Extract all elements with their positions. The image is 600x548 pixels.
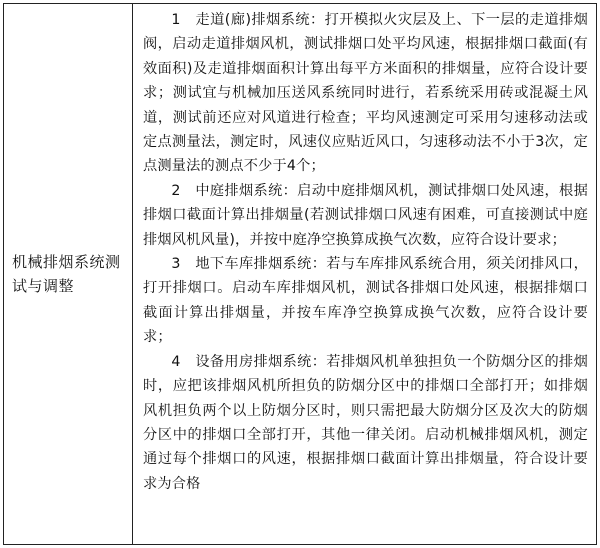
item-content-cell xyxy=(133,4,597,545)
clause-4-equipment-room-smoke-exhaust: 4 设备用房排烟系统：若排烟风机单独担负一个防烟分区的排烟时，应把该排烟风机所担负的防烟分区中的排烟口全部打开；如排烟风机担负两个以上防烟分区时，则只需把最大防烟分区及次大的防烟分区中的排烟口全部打开，其他一律关闭。启动机械排烟风机，测定通过每个排烟口的风速，根据排烟口截面计算出排烟量，符合设计要求为合格 xyxy=(143,353,588,492)
clause-2-atrium-smoke-exhaust: 2 中庭排烟系统：启动中庭排烟风机，测试排烟口处风速，根据排烟口截面计算出排烟量(若测试排烟口风速有困难，可直接测试中庭排烟风机风量)，并按中庭净空换算成换气次数，应符合设计要求； xyxy=(143,182,588,248)
table-row xyxy=(4,4,597,545)
spec-table xyxy=(3,3,597,545)
clause-1-corridor-smoke-exhaust: 1 走道(廊)排烟系统：打开模拟火灾层及上、下一层的走道排烟阀，启动走道排烟风机，测试排烟口处平均风速，根据排烟口截面(有效面积)及走道排烟面积计算出每平方米面积的排烟量，应符合设计要求；测试宜与机械加压送风系统同时进行，若系统采用砖或混凝土风道，测试前还应对风道进行检查；平均风速测定可采用匀速移动法或定点测量法，测定时，风速仪应贴近风口，匀速移动法不小于3次，定点测量法的测点不少于4个； xyxy=(143,12,588,175)
clause-3-underground-garage-smoke-exhaust: 3 地下车库排烟系统：若与车库排风系统合用，须关闭排风口，打开排烟口。启动车库排烟风机，测试各排烟口处风速，根据排烟口截面计算出排烟量，并按车库净空换算成换气次数，应符合设计要求； xyxy=(143,256,588,346)
item-label: 机械排烟系统测试与调整 xyxy=(12,253,121,295)
item-label-cell xyxy=(4,4,133,545)
